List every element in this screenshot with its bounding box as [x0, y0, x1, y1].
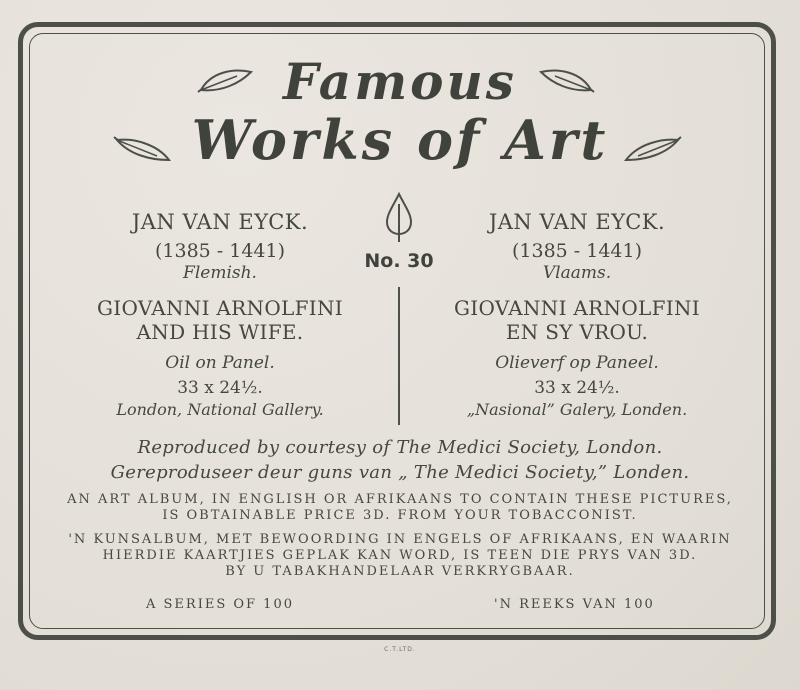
- notice-line: IS OBTAINABLE PRICE 3D. FROM YOUR TOBACCONIST.: [162, 508, 638, 523]
- work-medium: Olieverf op Paneel.: [495, 353, 659, 373]
- work-title-line2: EN SY VROU.: [505, 320, 649, 344]
- work-title-line1: GIOVANNI ARNOLFINI: [454, 296, 700, 320]
- notice-line: HIERDIE KAARTJIES GEPLAK KAN WORD, IS TEEN DIE PRYS VAN 3D.: [102, 548, 698, 563]
- work-size: 33 x 24½.: [534, 378, 620, 398]
- album-notice-afrikaans: [40, 532, 760, 580]
- series-afrikaans: 'N REEKS VAN 100: [494, 597, 655, 612]
- printer-mark: C.T.LTD.: [384, 646, 416, 653]
- notice-line: AN ART ALBUM, IN ENGLISH OR AFRIKAANS TO CONTAIN THESE PICTURES,: [67, 492, 733, 507]
- work-title: [412, 296, 742, 344]
- work-location: „Nasional” Galery, Londen.: [466, 400, 688, 419]
- artist-origin: Flemish.: [183, 263, 257, 283]
- work-size: 33 x 24½.: [177, 378, 263, 398]
- title-famous: Famous: [283, 52, 517, 111]
- credit-afrikaans: Gereproduseer deur guns van „ The Medici Society,” Londen.: [110, 462, 690, 483]
- album-notice-english: [40, 492, 760, 524]
- artist-name: JAN VAN EYCK.: [488, 210, 666, 234]
- artist-dates: (1385 - 1441): [154, 240, 286, 262]
- work-title-line2: AND HIS WIFE.: [136, 320, 304, 344]
- series-english: A SERIES OF 100: [146, 597, 294, 612]
- credit-english: Reproduced by courtesy of The Medici Society, London.: [137, 437, 663, 458]
- work-location: London, National Gallery.: [116, 400, 324, 419]
- column-divider: [398, 287, 400, 425]
- notice-line: BY U TABAKHANDELAAR VERKRYGBAAR.: [225, 564, 575, 579]
- work-title-line1: GIOVANNI ARNOLFINI: [97, 296, 343, 320]
- notice-line: 'N KUNSALBUM, MET BEWOORDING IN ENGELS OF AFRIKAANS, EN WAARIN: [68, 532, 732, 547]
- leaf-outline-icon: [383, 192, 415, 244]
- artist-origin: Vlaams.: [542, 263, 612, 283]
- artist-dates: (1385 - 1441): [511, 240, 643, 262]
- artist-name: JAN VAN EYCK.: [131, 210, 309, 234]
- card-number: No. 30: [364, 250, 434, 272]
- work-title: [60, 296, 380, 344]
- title-works-of-art: Works of Art: [191, 108, 609, 172]
- work-medium: Oil on Panel.: [165, 353, 275, 373]
